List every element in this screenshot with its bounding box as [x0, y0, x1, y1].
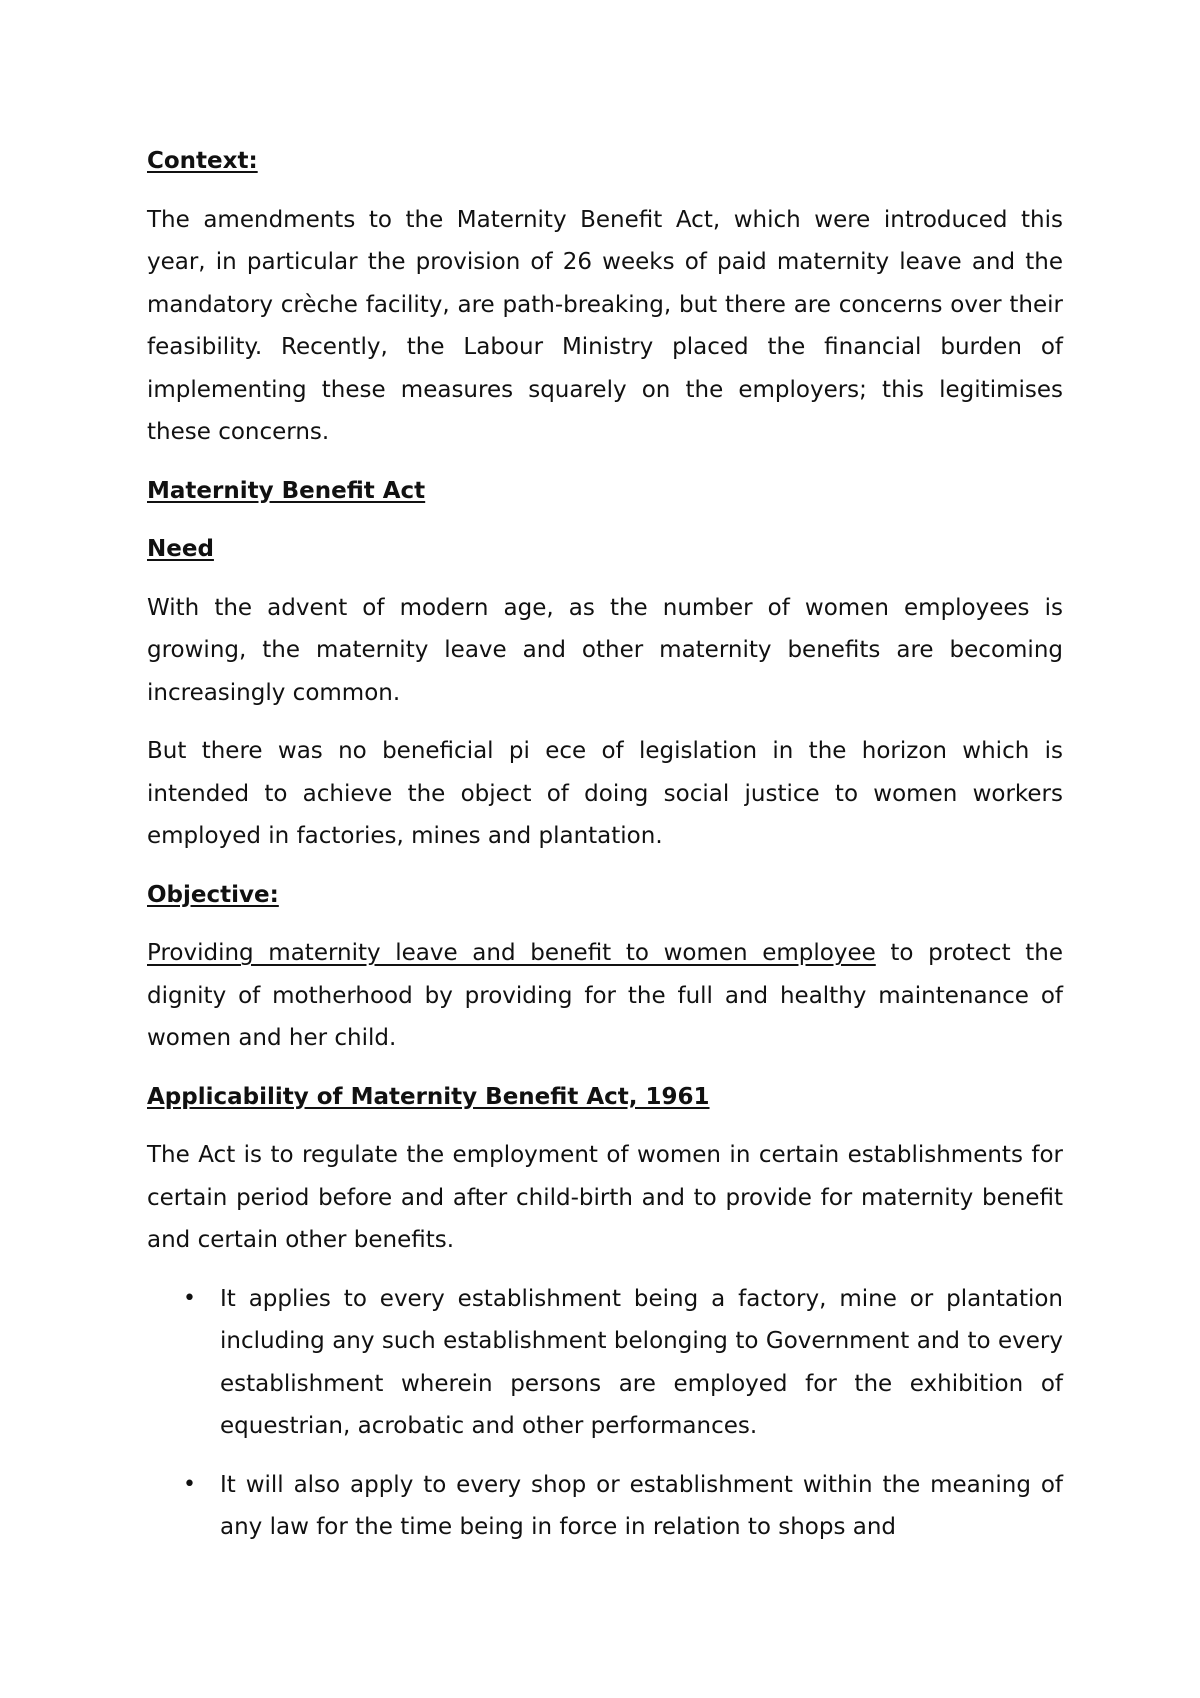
- list-item: [147, 1464, 1063, 1549]
- objective-underlined-text: Providing maternity leave and benefit to women employee: [147, 940, 876, 966]
- applicability-bullet-list: [147, 1278, 1063, 1549]
- need-paragraph-2: But there was no beneficial pi ece of legislation in the horizon which is intended to achieve the object of doing social justice to women workers employed in factories, mines and plantation.: [147, 738, 1063, 849]
- need-paragraph-1: With the advent of modern age, as the number of women employees is growing, the maternity leave and other maternity benefits are becoming increasingly common.: [147, 594, 1063, 706]
- bullet-icon: •: [183, 1471, 196, 1497]
- document-page: [147, 140, 1063, 1565]
- objective-paragraph: [147, 932, 1063, 1060]
- act-heading: Maternity Benefit Act: [147, 477, 426, 504]
- objective-heading: Objective:: [147, 881, 279, 908]
- bullet-text: It applies to every establishment being a factory, mine or plantation including any such establishment belonging to Government and to every establishment wherein persons are employed for the exhibition of equestrian, acrobatic and other performances.: [220, 1285, 1063, 1439]
- context-heading: Context:: [147, 148, 258, 174]
- objective-rest-text: to protect the dignity of motherhood by providing for the full and healthy maintenance of women and her child.: [147, 940, 1063, 1051]
- bullet-icon: •: [183, 1285, 196, 1311]
- context-paragraph: The amendments to the Maternity Benefit Act, which were introduced this year, in particular the provision of 26 weeks of paid maternity leave and the mandatory crèche facility, are path-breaking, but there are concerns over their feasibility. Recently, the Labour Ministry placed the financial burden of implementing these measures squarely on the employers; this legitimises these concerns.: [147, 206, 1063, 445]
- applicability-heading: Applicability of Maternity Benefit Act, 1961: [147, 1083, 710, 1110]
- bullet-text: It will also apply to every shop or establishment within the meaning of any law for the time being in force in relation to shops and: [220, 1471, 1063, 1540]
- list-item: [147, 1278, 1063, 1448]
- need-heading: Need: [147, 536, 214, 562]
- applicability-paragraph: The Act is to regulate the employment of women in certain establishments for certain period before and after child-birth and to provide for maternity benefit and certain other benefits.: [147, 1142, 1063, 1253]
